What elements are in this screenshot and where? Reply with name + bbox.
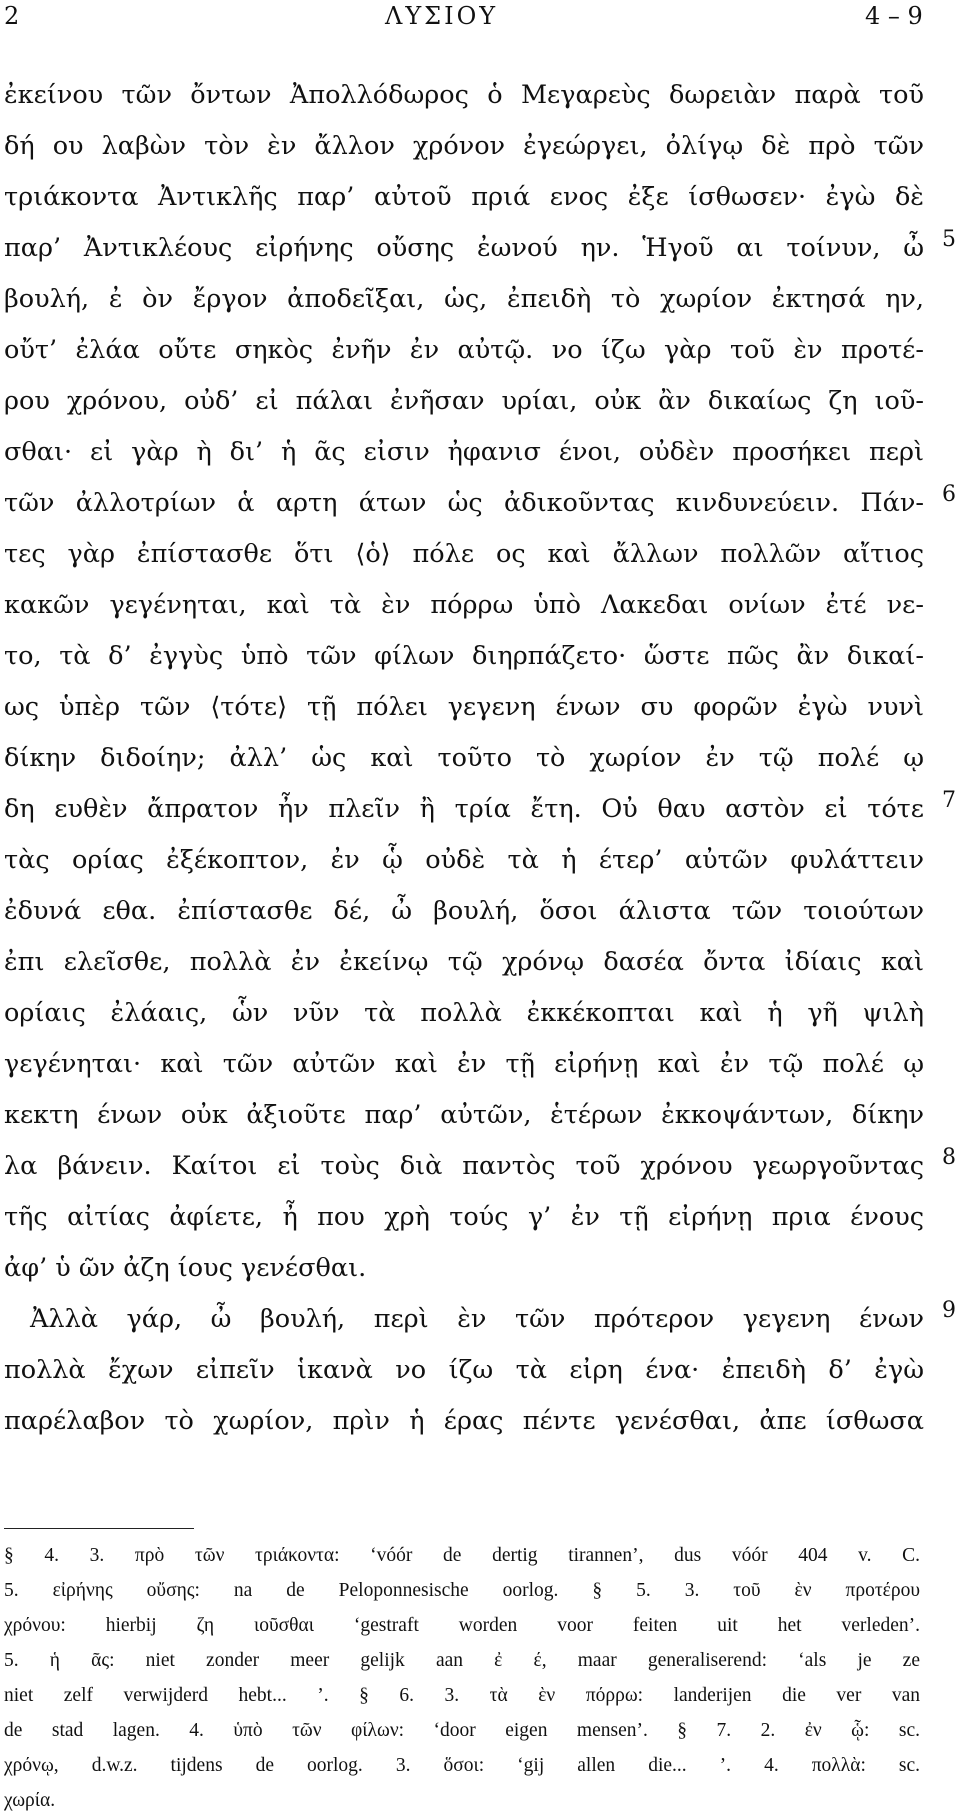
text-line: ορίαις ἐλάαις, ὧν νῦν τὰ πολλὰ ἐκκέκοπται καὶ ἡ γῆ ψιλὴ	[4, 998, 924, 1028]
text-line: δίκην διδοίην; ἀλλ’ ὡς καὶ τοῦτο τὸ χωρίον ἐν τῷ πολέ ῳ	[4, 743, 924, 773]
text-line: τριάκοντα Ἀντικλῆς παρ’ αὐτοῦ πριά ενος ἐξε ίσθωσεν· ἐγὼ δὲ	[4, 182, 924, 212]
section-number: 8	[942, 1145, 956, 1170]
text-line: παρ’ Ἀντικλέους εἰρήνης οὔσης ἐωνού ην. Ἡγοῦ αι τοίνυν, ὦ	[4, 233, 924, 263]
note-line: 5. εἰρήνης οὔσης: na de Peloponnesische oorlog. § 5. 3. τοῦ ὲν προτέρου	[4, 1580, 920, 1601]
section-number: 6	[942, 482, 956, 507]
section-range: 4 – 9	[865, 2, 923, 30]
text-line: δή ου λαβὼν τὸν ὲν ἄλλον χρόνον ἐγεώργει, ὀλίγῳ δὲ πρὸ τῶν	[4, 131, 924, 161]
text-line: τῆς αἰτίας ἀφίετε, ἦ που χρὴ τούς γ’ ἐν τῇ εἰρήνῃ πρια ένους	[4, 1202, 924, 1232]
note-line: χρόνῳ, d.w.z. tijdens de oorlog. 3. ὅσοι: ‘gij allen die... ’. 4. πολλὰ: sc.	[4, 1755, 920, 1776]
section-number: 5	[942, 227, 956, 252]
commentary-notes	[4, 1538, 920, 1818]
text-line: οὔτ’ ἐλάα οὔτε σηκὸς ἐνῆν ἐν αὐτῷ. νο ίζω γὰρ τοῦ ὲν προτέ-	[4, 335, 924, 365]
text-line: πολλὰ ἔχων εἰπεῖν ἱκανὰ νο ίζω τὰ εἰρη ένα· ἐπειδὴ δ’ ἐγὼ	[4, 1355, 924, 1385]
text-line: παρέλαβον τὸ χωρίον, πρὶν ἡ έρας πέντε γενέσθαι, ἀπε ίσθωσα	[4, 1406, 924, 1436]
note-line: 5. ἡ ᾶς: niet zonder meer gelijk aan ἐ έ, maar generaliserend: ‘als je ze	[4, 1650, 920, 1671]
text-line: δη ευθὲν ἄπρατον ἦν πλεῖν ἢ τρία ἔτη. Οὐ θαυ αστὸν εἰ τότε	[4, 794, 924, 824]
text-line: κεκτη ένων οὐκ ἀξιοῦτε παρ’ αὐτῶν, ἑτέρων ἐκκοψάντων, δίκην	[4, 1100, 924, 1130]
text-line: τὰς ορίας ἐξέκοπτον, ἐν ᾧ οὐδὲ τὰ ἡ έτερ’ αὐτῶν φυλάττειν	[4, 845, 924, 875]
note-line: χρόνου: hierbij ζη ιοῦσθαι ‘gestraft worden voor feiten uit het verleden’.	[4, 1615, 920, 1636]
note-line: § 4. 3. πρὸ τῶν τριάκοντα: ‘vóór de dertig tirannen’, dus vóór 404 v. C.	[4, 1545, 920, 1566]
footnote-divider	[4, 1528, 194, 1529]
note-line: niet zelf verwijderd hebt... ’. § 6. 3. τὰ ὲν πόρρω: landerijen die ver van	[4, 1685, 920, 1706]
text-line: Ἀλλὰ γάρ, ὦ βουλή, περὶ ὲν τῶν πρότερον γεγενη ένων	[30, 1304, 924, 1334]
text-line: βουλή, ἐ ὸν ἔργον ἀποδεῖξαι, ὡς, ἐπειδὴ τὸ χωρίον ἐκτησά ην,	[4, 284, 924, 314]
text-line: γεγένηται· καὶ τῶν αὐτῶν καὶ ἐν τῇ εἰρήνῃ καὶ ἐν τῷ πολέ ῳ	[4, 1049, 924, 1079]
page-header	[0, 0, 960, 40]
text-line: ἐπι ελεῖσθε, πολλὰ ἐν ἐκείνῳ τῷ χρόνῳ δασέα ὄντα ἰδίαις καὶ	[4, 947, 924, 977]
text-line: λα βάνειν. Καίτοι εἰ τοὺς διὰ παντὸς τοῦ χρόνου γεωργοῦντας	[4, 1151, 924, 1181]
text-line: τες γὰρ ἐπίστασθε ὅτι ⟨ὁ⟩ πόλε ος καὶ ἄλλων πολλῶν αἴτιος	[4, 539, 924, 569]
text-line: ἀφ’ ὑ ῶν ἀζη ίους γενέσθαι.	[4, 1253, 367, 1283]
text-line: ἐκείνου τῶν ὄντων Ἀπολλόδωρος ὁ Μεγαρεὺς δωρειὰν παρὰ τοῦ	[4, 80, 924, 110]
section-number: 7	[942, 788, 956, 813]
page-number: 2	[4, 2, 20, 30]
greek-text-body	[4, 70, 924, 1447]
running-title: ΛΥΣΙΟΥ	[385, 2, 499, 30]
text-line: τῶν ἀλλοτρίων ἁ αρτη άτων ὡς ἀδικοῦντας κινδυνεύειν. Πάν-	[4, 488, 924, 518]
section-number: 9	[942, 1298, 956, 1323]
text-line: σθαι· εἰ γὰρ ὴ δι’ ἡ ᾶς εἰσιν ἠφανισ ένοι, οὐδὲν προσήκει περὶ	[4, 437, 924, 467]
text-line: κακῶν γεγένηται, καὶ τὰ ὲν πόρρω ὑπὸ Λακεδαι ονίων ἐτέ νε-	[4, 590, 924, 620]
note-line: χωρία.	[4, 1790, 56, 1811]
text-line: το, τὰ δ’ ἐγγὺς ὑπὸ τῶν φίλων διηρπάζετο· ὥστε πῶς ἂν δικαί-	[4, 641, 924, 671]
text-line: ως ὑπὲρ τῶν ⟨τότε⟩ τῇ πόλει γεγενη ένων συ φορῶν ἐγὼ νυνὶ	[4, 692, 924, 722]
note-line: de stad lagen. 4. ὑπὸ τῶν φίλων: ‘door eigen mensen’. § 7. 2. ἐν ᾧ: sc.	[4, 1720, 920, 1741]
text-line: ἐδυνά εθα. ἐπίστασθε δέ, ὦ βουλή, ὅσοι άλιστα τῶν τοιούτων	[4, 896, 924, 926]
text-line: ρου χρόνου, οὐδ’ εἰ πάλαι ἐνῆσαν υρίαι, οὐκ ἂν δικαίως ζη ιοῦ-	[4, 386, 924, 416]
